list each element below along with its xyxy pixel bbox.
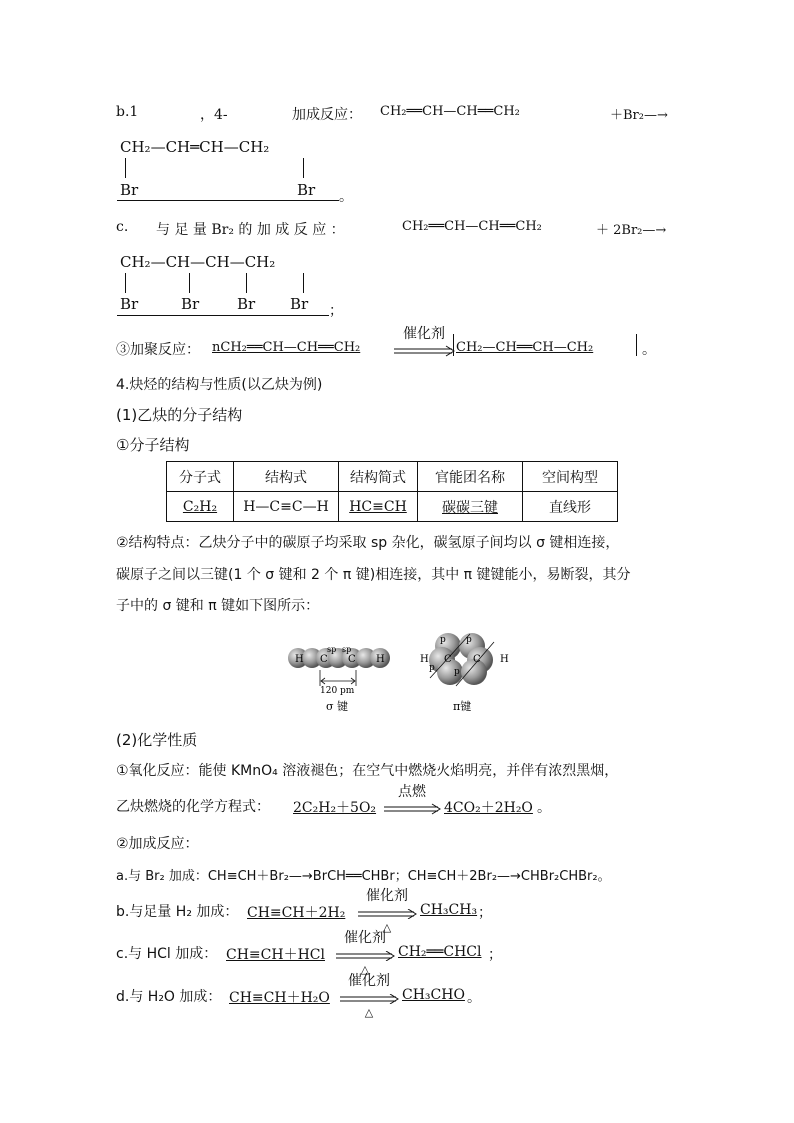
chem-title: (2)化学性质 [116, 731, 198, 749]
c-bond-1 [125, 273, 126, 293]
sigma-model [288, 645, 390, 713]
b-bond-left [125, 158, 126, 178]
bond-figure [280, 628, 520, 720]
table-cell: 直线形 [523, 492, 618, 522]
table-cell: H—C≡C—H [234, 492, 339, 522]
b-reagent: ＋Br₂—→ [610, 108, 668, 123]
chem-ox2-end: 。 [537, 800, 551, 816]
poly-label: ③加聚反应： [116, 342, 200, 358]
c-label: c. [116, 219, 129, 235]
table-header: 空间构型 [523, 462, 618, 492]
c-reagent: ＋ 2Br₂—→ [596, 223, 667, 238]
table-header: 结构式 [234, 462, 339, 492]
p-label: p [454, 667, 460, 677]
table-header: 官能团名称 [418, 462, 523, 492]
acetylene-table [166, 461, 618, 522]
chem-add-a: a.与 Br₂ 加成：CH≡CH＋Br₂—→BrCH══CHBr；CH≡CH＋2Br₂—→CHBr₂CHBr₂。 [116, 869, 611, 884]
table-row [167, 492, 618, 522]
poly-end: 。 [642, 342, 656, 358]
c-arrow [334, 930, 396, 975]
c-end: ； [329, 303, 343, 319]
chem-ox1: ①氧化反应：能使 KMnO₄ 溶液褪色；在空气中燃烧火焰明亮，并伴有浓烈黑烟， [116, 763, 619, 779]
section4-sub1a: ①分子结构 [116, 436, 190, 454]
b-br-left: Br [120, 181, 139, 199]
chem-ox2-right: 4CO₂＋2H₂O [444, 800, 533, 816]
sp-label-2: sp [342, 645, 352, 654]
c-cond-bottom: △ [360, 963, 370, 976]
chem-d-end: 。 [467, 990, 481, 1006]
structure-p1: ②结构特点：乙炔分子中的碳原子均采取 sp 杂化，碳氢原子间均以 σ 键相连接， [116, 535, 620, 551]
c-br-3: Br [237, 295, 256, 313]
structure-p3: 子中的 σ 键和 π 键如下图所示： [116, 598, 320, 614]
chem-d-pre: d.与 H₂O 加成： [116, 989, 222, 1005]
d-cond-top: 催化剂 [348, 973, 390, 989]
table-header-row [167, 462, 618, 492]
b-arrow [356, 888, 418, 933]
pi-h2-label: H [500, 654, 509, 665]
pi-caption: π键 [453, 700, 472, 713]
d-arrow-icon [338, 994, 400, 1004]
b-cond-top: 催化剂 [366, 888, 408, 904]
poly-reactant: nCH₂══CH—CH══CH₂ [212, 340, 361, 355]
b-bond-right [303, 158, 304, 178]
pi-c2-label: C [473, 654, 481, 665]
table-header: 结构简式 [339, 462, 418, 492]
c-reactant: CH₂══CH—CH══CH₂ [402, 219, 542, 234]
c-product-chain: CH₂—CH—CH—CH₂ [120, 253, 276, 271]
c-underline [117, 315, 329, 316]
ox-arrow-icon [382, 803, 442, 815]
sigma-c2-label: C [348, 654, 356, 665]
p-label: p [466, 635, 472, 645]
section4-sub1: (1)乙炔的分子结构 [116, 406, 243, 424]
table-cell: C₂H₂ [167, 492, 234, 522]
poly-product: CH₂—CH══CH—CH₂ [456, 340, 594, 355]
table-header: 分子式 [167, 462, 234, 492]
poly-arrow [392, 326, 456, 361]
sigma-h2-label: H [376, 654, 385, 665]
pi-h1-label: H [420, 654, 429, 665]
chem-b-end: ； [478, 905, 492, 921]
table-cell: HC≡CH [339, 492, 418, 522]
c-bond-2 [189, 273, 190, 293]
d-cond-bottom: △ [364, 1006, 374, 1019]
c-bond-4 [303, 273, 304, 293]
pi-model [420, 633, 509, 713]
chem-b-pre: b.与足量 H₂ 加成： [116, 904, 239, 920]
chem-b-right: CH₃CH₃ [420, 902, 478, 918]
b-reactant: CH₂══CH—CH══CH₂ [380, 104, 520, 119]
sigma-h1-label: H [295, 654, 304, 665]
b-cond-bottom: △ [382, 921, 392, 934]
sigma-c1-label: C [320, 654, 328, 665]
c-arrow-icon [334, 951, 396, 961]
bond-length-label: 120 pm [320, 686, 355, 696]
c-cond-top: 催化剂 [344, 930, 386, 946]
b-line [116, 104, 138, 120]
chem-c-end: ； [488, 947, 502, 963]
poly-arrow-icon [392, 345, 456, 357]
c-title: 与 足 量 Br₂ 的 加 成 反 应 ： [156, 222, 345, 238]
chem-d-left: CH≡CH＋H₂O [229, 990, 330, 1006]
table-cell: 碳碳三键 [418, 492, 523, 522]
section4-title: 4.炔烃的结构与性质(以乙炔为例) [116, 377, 323, 393]
chem-d-right: CH₃CHO [402, 987, 465, 1003]
pi-c1-label: C [444, 654, 452, 665]
ox-condition: 点燃 [398, 784, 426, 800]
poly-bracket-right [636, 334, 637, 356]
item-label: b.1 [116, 104, 139, 120]
chem-add-title: ②加成反应： [116, 836, 199, 852]
d-arrow [338, 973, 400, 1018]
c-bond-3 [246, 273, 247, 293]
chem-c-pre: c.与 HCl 加成： [116, 946, 218, 962]
b-title: 加成反应： [292, 107, 362, 123]
poly-condition: 催化剂 [403, 326, 445, 342]
chem-b-left: CH≡CH＋2H₂ [247, 905, 346, 921]
b-product-chain: CH₂—CH═CH—CH₂ [120, 138, 270, 156]
chem-ox2-pre: 乙炔燃烧的化学方程式： [116, 799, 270, 815]
b-br-right: Br [297, 181, 316, 199]
c-br-4: Br [290, 295, 309, 313]
b-end: 。 [339, 189, 353, 205]
b-underline [117, 200, 339, 201]
b-arrow-icon [356, 909, 418, 919]
structure-p2: 碳原子之间以三键(1 个 σ 键和 2 个 π 键)相连接，其中 π 键键能小，易断裂，其分 [116, 567, 631, 583]
chem-c-left: CH≡CH＋HCl [226, 947, 325, 963]
p-label: p [440, 635, 446, 645]
p-label: p [429, 663, 435, 673]
sp-label-1: sp [327, 645, 337, 654]
chem-c-right: CH₂══CHCl [398, 944, 482, 960]
poly-bracket-left [453, 334, 454, 356]
c-br-1: Br [120, 295, 139, 313]
sigma-caption: σ 键 [326, 700, 349, 713]
ox-arrow [382, 784, 442, 819]
chem-ox2-left: 2C₂H₂＋5O₂ [293, 800, 377, 816]
c-br-2: Br [181, 295, 200, 313]
b-label2: ，4- [200, 107, 228, 123]
